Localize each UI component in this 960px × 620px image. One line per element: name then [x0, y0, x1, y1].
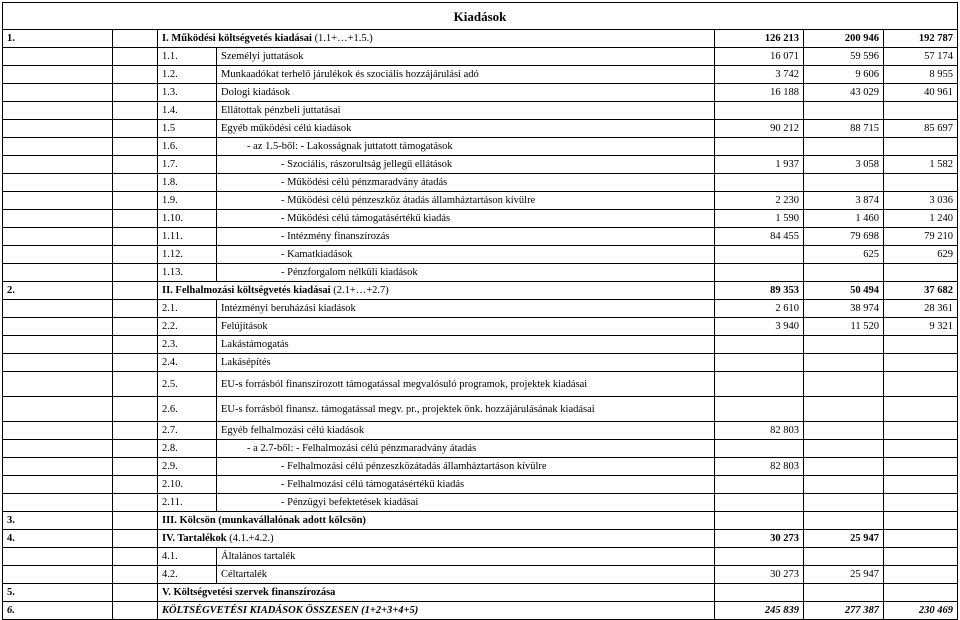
value-col-1: 1 937: [715, 156, 804, 174]
value-col-3: [884, 458, 958, 476]
value-col-3: [884, 584, 958, 602]
value-col-3: [884, 566, 958, 584]
row-number: 1.10.: [158, 210, 217, 228]
spacer-cell: [3, 102, 113, 120]
row-label: - Intézmény finanszírozás: [217, 228, 715, 246]
value-col-2: 25 947: [804, 566, 884, 584]
row-label-formula: (1.1+…+1.5.): [311, 33, 373, 44]
row-number: 3.: [3, 512, 113, 530]
spacer-cell: [3, 156, 113, 174]
table-row: [3, 530, 958, 548]
row-number: 1.5: [158, 120, 217, 138]
spacer-cell: [3, 354, 113, 372]
table-row: [3, 282, 958, 300]
row-label: - Felhalmozási célú támogatásértékű kiadás: [217, 476, 715, 494]
row-number: 1.13.: [158, 264, 217, 282]
value-col-3: [884, 494, 958, 512]
row-number: 1.: [3, 30, 113, 48]
row-label: Intézményi beruházási kiadások: [217, 300, 715, 318]
row-number: 2.11.: [158, 494, 217, 512]
value-col-2: [804, 354, 884, 372]
row-label: - Működési célú pénzmaradvány átadás: [217, 174, 715, 192]
spacer-cell: [3, 566, 113, 584]
row-label: Ellátottak pénzbeli juttatásai: [217, 102, 715, 120]
value-col-1: [715, 476, 804, 494]
value-col-3: 1 582: [884, 156, 958, 174]
spacer-cell: [3, 228, 113, 246]
spacer-cell: [3, 318, 113, 336]
row-label: - Kamatkiadások: [217, 246, 715, 264]
value-col-2: [804, 494, 884, 512]
value-col-2: 277 387: [804, 602, 884, 620]
row-number: 6.: [3, 602, 113, 620]
row-label: Dologi kiadások: [217, 84, 715, 102]
spacer-cell: [113, 30, 158, 48]
table-row: [3, 584, 958, 602]
table-row: [3, 372, 958, 397]
row-label: [158, 602, 715, 620]
table-row: [3, 458, 958, 476]
spacer-cell: [113, 602, 158, 620]
row-label: Általános tartalék: [217, 548, 715, 566]
value-col-1: 30 273: [715, 530, 804, 548]
value-col-1: 3 742: [715, 66, 804, 84]
value-col-2: [804, 422, 884, 440]
spacer-cell: [113, 422, 158, 440]
table-row: [3, 48, 958, 66]
table-row: [3, 246, 958, 264]
value-col-3: [884, 354, 958, 372]
value-col-1: 1 590: [715, 210, 804, 228]
value-col-1: [715, 494, 804, 512]
spacer-cell: [113, 397, 158, 422]
spacer-cell: [113, 566, 158, 584]
spacer-cell: [3, 440, 113, 458]
value-col-3: 629: [884, 246, 958, 264]
row-number: 2.6.: [158, 397, 217, 422]
table-row: [3, 440, 958, 458]
spacer-cell: [113, 300, 158, 318]
row-label-formula: (2.1+…+2.7): [330, 285, 389, 296]
spacer-cell: [113, 264, 158, 282]
value-col-3: [884, 548, 958, 566]
table-row: [3, 512, 958, 530]
value-col-2: 9 606: [804, 66, 884, 84]
spacer-cell: [3, 174, 113, 192]
row-label: Egyéb felhalmozási célú kiadások: [217, 422, 715, 440]
spacer-cell: [3, 397, 113, 422]
row-number: 2.9.: [158, 458, 217, 476]
value-col-1: [715, 264, 804, 282]
row-label: [158, 512, 715, 530]
value-col-3: [884, 530, 958, 548]
row-label-text: V. Költségvetési szervek finanszírozása: [162, 587, 336, 598]
row-label-text: III. Kölcsön (munkavállalónak adott kölcsön): [162, 515, 366, 526]
value-col-2: 3 058: [804, 156, 884, 174]
table-row: [3, 66, 958, 84]
value-col-2: [804, 476, 884, 494]
spacer-cell: [113, 440, 158, 458]
spacer-cell: [113, 458, 158, 476]
row-label: Egyéb működési célú kiadások: [217, 120, 715, 138]
value-col-3: 230 469: [884, 602, 958, 620]
row-label: - a 2.7-ből: - Felhalmozási célú pénzmaradvány átadás: [217, 440, 715, 458]
spacer-cell: [113, 494, 158, 512]
value-col-1: 2 610: [715, 300, 804, 318]
value-col-3: [884, 422, 958, 440]
value-col-3: [884, 372, 958, 397]
value-col-2: [804, 372, 884, 397]
spacer-cell: [113, 476, 158, 494]
row-number: 2.10.: [158, 476, 217, 494]
value-col-2: [804, 336, 884, 354]
value-col-2: [804, 138, 884, 156]
table-row: [3, 30, 958, 48]
row-number: 2.5.: [158, 372, 217, 397]
value-col-1: [715, 548, 804, 566]
table-title: Kiadások: [3, 3, 958, 30]
row-label: Felújítások: [217, 318, 715, 336]
value-col-1: 82 803: [715, 458, 804, 476]
row-number: 1.4.: [158, 102, 217, 120]
value-col-1: [715, 440, 804, 458]
value-col-1: 89 353: [715, 282, 804, 300]
value-col-3: [884, 102, 958, 120]
spacer-cell: [113, 120, 158, 138]
spacer-cell: [113, 318, 158, 336]
row-label: [158, 282, 715, 300]
row-label: - Pénzforgalom nélküli kiadások: [217, 264, 715, 282]
row-number: 4.2.: [158, 566, 217, 584]
value-col-1: [715, 584, 804, 602]
value-col-2: [804, 512, 884, 530]
table-row: [3, 354, 958, 372]
value-col-3: [884, 397, 958, 422]
table-row: [3, 174, 958, 192]
value-col-3: 79 210: [884, 228, 958, 246]
value-col-1: 84 455: [715, 228, 804, 246]
value-col-2: 88 715: [804, 120, 884, 138]
spacer-cell: [113, 372, 158, 397]
value-col-2: 50 494: [804, 282, 884, 300]
spacer-cell: [113, 192, 158, 210]
row-label: - Működési célú támogatásértékű kiadás: [217, 210, 715, 228]
table-row: [3, 210, 958, 228]
row-label: Céltartalék: [217, 566, 715, 584]
table-row: [3, 84, 958, 102]
value-col-1: [715, 246, 804, 264]
row-number: 2.: [3, 282, 113, 300]
table-row: [3, 264, 958, 282]
spacer-cell: [3, 66, 113, 84]
value-col-1: 2 230: [715, 192, 804, 210]
spacer-cell: [3, 192, 113, 210]
spacer-cell: [113, 584, 158, 602]
value-col-3: 3 036: [884, 192, 958, 210]
spacer-cell: [113, 530, 158, 548]
value-col-3: 8 955: [884, 66, 958, 84]
value-col-1: [715, 354, 804, 372]
table-row: [3, 102, 958, 120]
spacer-cell: [113, 84, 158, 102]
value-col-1: [715, 512, 804, 530]
value-col-3: [884, 138, 958, 156]
row-label: [158, 30, 715, 48]
row-label: - Működési célú pénzeszköz átadás államháztartáson kívülre: [217, 192, 715, 210]
row-label: - Pénzügyi befektetések kiadásai: [217, 494, 715, 512]
row-label: - az 1.5-ből: - Lakosságnak juttatott támogatások: [217, 138, 715, 156]
table-row: [3, 192, 958, 210]
spacer-cell: [3, 300, 113, 318]
spacer-cell: [3, 548, 113, 566]
spacer-cell: [3, 476, 113, 494]
spacer-cell: [113, 282, 158, 300]
row-label: [158, 530, 715, 548]
value-col-2: [804, 548, 884, 566]
table-row: [3, 494, 958, 512]
value-col-2: [804, 264, 884, 282]
table-row: [3, 602, 958, 620]
row-number: 2.8.: [158, 440, 217, 458]
value-col-1: 245 839: [715, 602, 804, 620]
value-col-1: [715, 174, 804, 192]
value-col-3: [884, 336, 958, 354]
expenditure-table: [2, 2, 958, 620]
value-col-1: 16 071: [715, 48, 804, 66]
value-col-3: 85 697: [884, 120, 958, 138]
value-col-2: 1 460: [804, 210, 884, 228]
value-col-3: [884, 476, 958, 494]
spacer-cell: [113, 246, 158, 264]
value-col-3: [884, 174, 958, 192]
row-number: 1.8.: [158, 174, 217, 192]
spacer-cell: [113, 228, 158, 246]
row-label-text: I. Működési költségvetés kiadásai: [162, 33, 312, 44]
row-label: Lakásépítés: [217, 354, 715, 372]
spacer-cell: [3, 210, 113, 228]
spacer-cell: [113, 102, 158, 120]
value-col-2: [804, 440, 884, 458]
value-col-1: 30 273: [715, 566, 804, 584]
row-number: 5.: [3, 584, 113, 602]
value-col-2: 25 947: [804, 530, 884, 548]
spacer-cell: [113, 66, 158, 84]
row-number: 1.3.: [158, 84, 217, 102]
spacer-cell: [3, 246, 113, 264]
value-col-1: 90 212: [715, 120, 804, 138]
spacer-cell: [113, 156, 158, 174]
spacer-cell: [3, 494, 113, 512]
row-number: 4.: [3, 530, 113, 548]
row-number: 1.9.: [158, 192, 217, 210]
table-row: [3, 397, 958, 422]
row-label: EU-s forrásból finansz. támogatással megv. pr., projektek önk. hozzájárulásának kiadásai: [217, 397, 715, 422]
spacer-cell: [3, 422, 113, 440]
row-number: 2.4.: [158, 354, 217, 372]
value-col-2: [804, 102, 884, 120]
table-row: [3, 336, 958, 354]
row-label: EU-s forrásból finanszírozott támogatással megvalósuló programok, projektek kiadásai: [217, 372, 715, 397]
row-number: 4.1.: [158, 548, 217, 566]
spacer-cell: [113, 354, 158, 372]
table-row: [3, 476, 958, 494]
spacer-cell: [3, 138, 113, 156]
spacer-cell: [113, 210, 158, 228]
value-col-2: 200 946: [804, 30, 884, 48]
value-col-2: [804, 584, 884, 602]
value-col-1: 82 803: [715, 422, 804, 440]
table-row: [3, 548, 958, 566]
value-col-2: [804, 458, 884, 476]
value-col-3: [884, 512, 958, 530]
value-col-2: 3 874: [804, 192, 884, 210]
table-row: [3, 228, 958, 246]
spacer-cell: [113, 548, 158, 566]
spacer-cell: [3, 264, 113, 282]
spacer-cell: [113, 48, 158, 66]
row-label-text: IV. Tartalékok: [162, 533, 227, 544]
value-col-3: 192 787: [884, 30, 958, 48]
row-label: Lakástámogatás: [217, 336, 715, 354]
spacer-cell: [3, 120, 113, 138]
spacer-cell: [3, 372, 113, 397]
table-row: [3, 138, 958, 156]
spacer-cell: [3, 458, 113, 476]
value-col-1: [715, 372, 804, 397]
value-col-1: 126 213: [715, 30, 804, 48]
value-col-3: 57 174: [884, 48, 958, 66]
row-number: 1.1.: [158, 48, 217, 66]
spacer-cell: [3, 336, 113, 354]
row-label-text: II. Felhalmozási költségvetés kiadásai: [162, 285, 331, 296]
table-row: [3, 300, 958, 318]
value-col-2: 59 596: [804, 48, 884, 66]
value-col-2: 43 029: [804, 84, 884, 102]
spacer-cell: [113, 512, 158, 530]
value-col-3: 37 682: [884, 282, 958, 300]
row-number: 2.3.: [158, 336, 217, 354]
row-number: 1.2.: [158, 66, 217, 84]
spacer-cell: [113, 336, 158, 354]
value-col-2: [804, 174, 884, 192]
row-label: [158, 584, 715, 602]
value-col-3: [884, 264, 958, 282]
value-col-2: 38 974: [804, 300, 884, 318]
row-label-formula: (4.1.+4.2.): [226, 533, 274, 544]
value-col-2: [804, 397, 884, 422]
row-label-text: KÖLTSÉGVETÉSI KIADÁSOK ÖSSZESEN (1+2+3+4+5): [162, 605, 419, 616]
table-row: [3, 120, 958, 138]
value-col-2: 79 698: [804, 228, 884, 246]
row-label: - Felhalmozási célú pénzeszközátadás államháztartáson kívülre: [217, 458, 715, 476]
row-label: Személyi juttatások: [217, 48, 715, 66]
value-col-3: 9 321: [884, 318, 958, 336]
value-col-1: [715, 397, 804, 422]
spacer-cell: [3, 48, 113, 66]
table-row: [3, 566, 958, 584]
spacer-cell: [113, 138, 158, 156]
row-label: - Szociális, rászorultság jellegű ellátások: [217, 156, 715, 174]
value-col-1: 3 940: [715, 318, 804, 336]
table-row: [3, 318, 958, 336]
value-col-2: 625: [804, 246, 884, 264]
value-col-3: 28 361: [884, 300, 958, 318]
row-number: 2.2.: [158, 318, 217, 336]
value-col-3: 1 240: [884, 210, 958, 228]
row-number: 2.7.: [158, 422, 217, 440]
value-col-1: [715, 102, 804, 120]
spacer-cell: [3, 84, 113, 102]
value-col-3: [884, 440, 958, 458]
value-col-1: [715, 336, 804, 354]
row-number: 2.1.: [158, 300, 217, 318]
row-label: Munkaadókat terhelő járulékok és szociális hozzájárulási adó: [217, 66, 715, 84]
row-number: 1.7.: [158, 156, 217, 174]
row-number: 1.6.: [158, 138, 217, 156]
table-row: [3, 422, 958, 440]
value-col-3: 40 961: [884, 84, 958, 102]
row-number: 1.12.: [158, 246, 217, 264]
value-col-1: 16 188: [715, 84, 804, 102]
value-col-1: [715, 138, 804, 156]
table-row: [3, 156, 958, 174]
row-number: 1.11.: [158, 228, 217, 246]
value-col-2: 11 520: [804, 318, 884, 336]
spacer-cell: [113, 174, 158, 192]
